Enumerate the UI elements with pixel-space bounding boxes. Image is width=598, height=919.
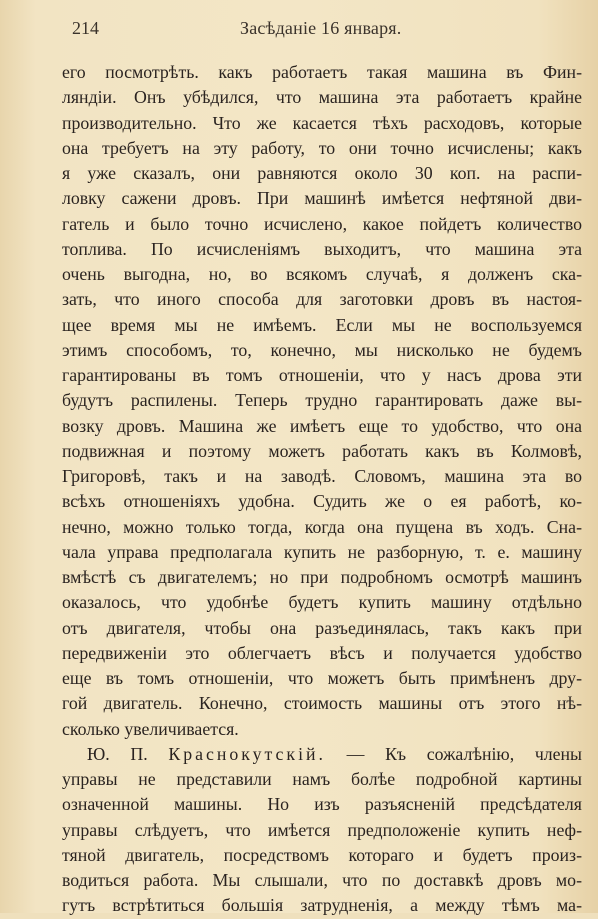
speaker-name: Краснокутскій.	[168, 743, 326, 764]
text-line: гутъ встрѣтиться большія затрудненія, а между тѣмъ ма-	[62, 895, 582, 916]
text-line: зать, что иного способа для заготовки дровъ въ настоя-	[62, 289, 582, 310]
text-line: оказалось, что удобнѣе будетъ купить машину отдѣльно	[62, 592, 582, 613]
text-line: гой двигатель. Конечно, стоимость машины отъ этого нѣ-	[62, 693, 582, 714]
text-line: еще въ томъ отношеніи, что можетъ быть примѣненъ дру-	[62, 668, 582, 688]
text-line: всѣхъ отношеніяхъ удобна. Судить же о ея работѣ, ко-	[62, 491, 582, 512]
text-line: передвиженіи это облегчаетъ вѣсъ и получается удобство	[62, 642, 582, 663]
text-line: ляндіи. Онъ убѣдился, что машина эта работаетъ крайне	[62, 87, 582, 108]
text-line: нечно, можно только тогда, когда она пущена въ ходъ. Сна-	[62, 516, 582, 537]
text-line: тяной двигатель, посредствомъ котораго и будетъ произ-	[62, 844, 582, 865]
running-title: Засѣданіе 16 января.	[240, 18, 402, 38]
speaker-line-text: — Къ сожалѣнію, члены	[346, 743, 582, 764]
text-line: гарантированы въ томъ отношеніи, что у насъ дрова эти	[62, 365, 582, 385]
speaker-line	[62, 742, 582, 767]
running-head	[72, 14, 558, 44]
text-line: этимъ способомъ, то, конечно, мы нисколько не будемъ	[62, 339, 582, 360]
text-line: щее время мы не имѣемъ. Если мы не воспользуемся	[62, 314, 582, 335]
text-line: возку дровъ. Машина же имѣетъ еще то удобство, что она	[62, 415, 582, 436]
text-line: гатель и было точно исчислено, какое пойдетъ количество	[62, 213, 582, 234]
text-line: производительно. Что же касается тѣхъ расходовъ, которые	[62, 112, 582, 133]
text-line: будутъ распилены. Теперь трудно гарантировать даже вы-	[62, 390, 582, 411]
text-line: топлива. По исчисленіямъ выходитъ, что машина эта	[62, 238, 582, 259]
text-line: очень выгодна, но, во всякомъ случаѣ, я долженъ ска-	[62, 264, 582, 284]
text-line: подвижная и поэтому можетъ работать какъ въ Колмовѣ,	[62, 440, 582, 461]
text-line: управы не представили намъ болѣе подробной картины	[62, 769, 582, 789]
text-line: управы слѣдуетъ, что имѣется предположеніе купить неф-	[62, 819, 582, 840]
text-line: означенной машины. Но изъ разъясненій предсѣдателя	[62, 794, 582, 815]
speaker-initials: Ю. П.	[87, 743, 148, 764]
page-number: 214	[72, 18, 99, 38]
text-line: я уже сказалъ, они равняются около 30 коп. на распи-	[62, 163, 582, 183]
text-line: чала управа предполагала купить не разборную, т. е. машину	[62, 541, 582, 562]
text-line: сколько увеличивается.	[62, 718, 239, 739]
body-text	[62, 60, 582, 919]
text-line: ловку сажени дровъ. При машинѣ имѣется нефтяной дви-	[62, 188, 582, 209]
text-line: отъ двигателя, чтобы она разъединялась, такъ какъ при	[62, 617, 582, 638]
text-line: его посмотрѣть. какъ работаетъ такая машина въ Фин-	[62, 62, 582, 82]
text-line: вмѣстѣ съ двигателемъ; но при подробномъ осмотрѣ машинъ	[62, 567, 582, 587]
text-line: она требуетъ на эту работу, то они точно исчислены; какъ	[62, 137, 582, 158]
text-line: Григоровѣ, такъ и на заводѣ. Словомъ, машина эта во	[62, 466, 582, 486]
text-line: водиться работа. Мы слышали, что по доставкѣ дровъ мо-	[62, 870, 582, 890]
